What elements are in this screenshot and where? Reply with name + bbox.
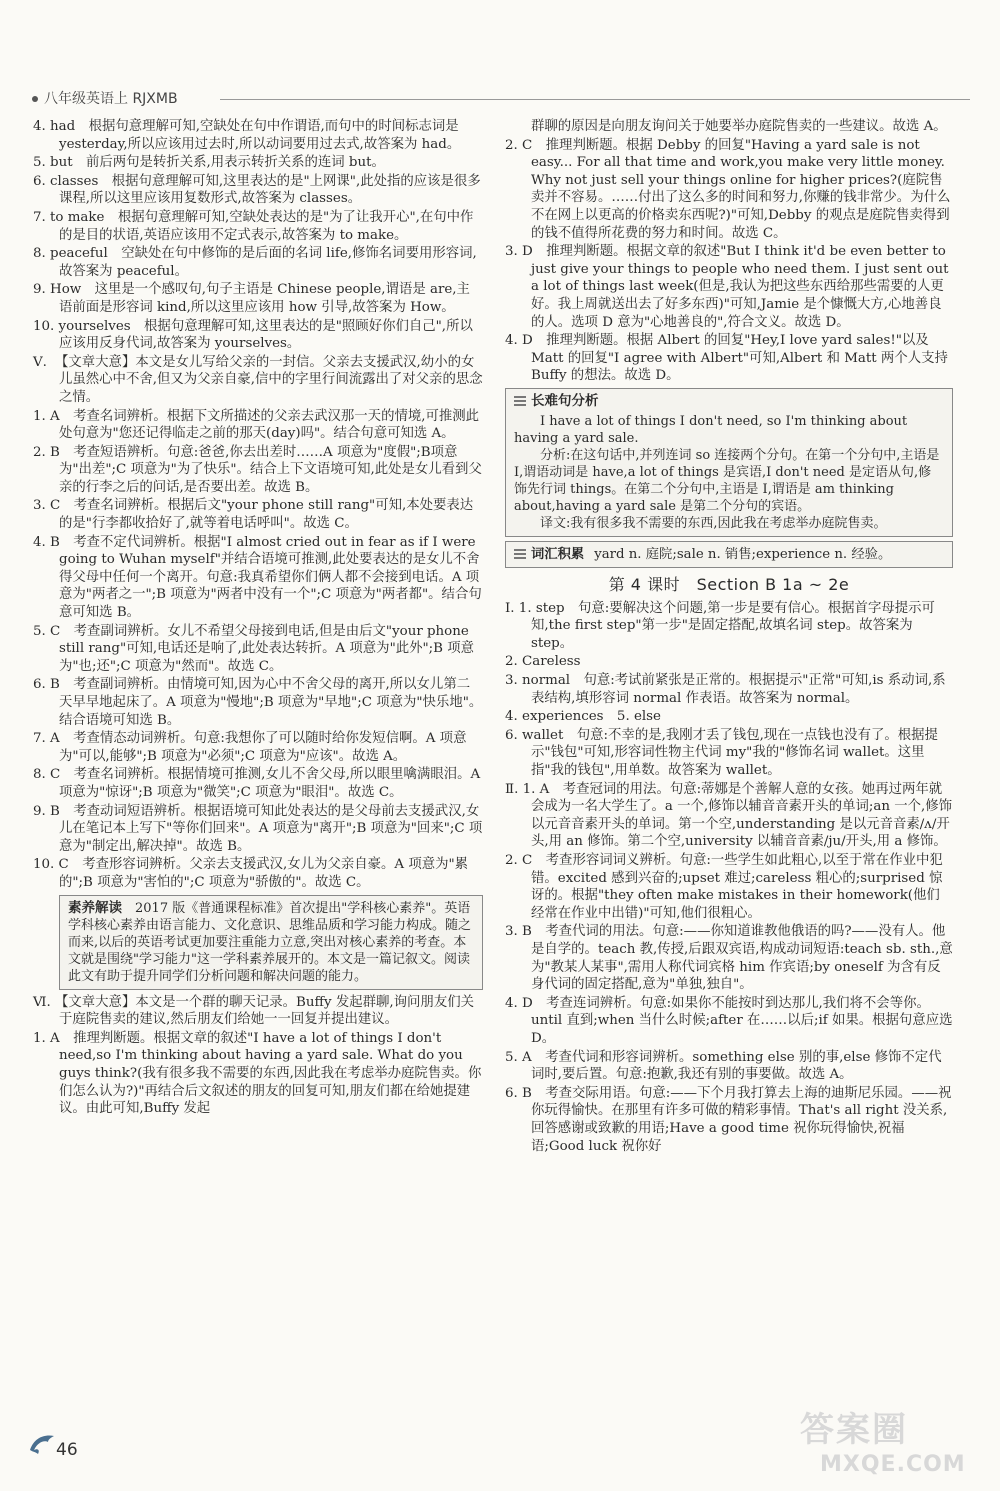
literacy-title: 素养解读 — [68, 899, 122, 916]
watermark-text: 答案圈 — [800, 1410, 908, 1450]
page-header — [30, 88, 970, 110]
answer-item: 2. Careless — [505, 654, 581, 670]
box-stripe-icon — [514, 395, 526, 406]
sentence-translation: 译文:我有很多我不需要的东西,因此我在考虑举办庭院售卖。 — [540, 515, 887, 531]
answer-item: 4. experiences 5. else — [505, 709, 661, 725]
answer-item: 1. A 推理判断题。根据文章的叙述"I have a lot of things I don't need,so I'm thinking about having a yard sale. What do you guys think?(我有很多我不需要的东西,因此我在考虑举办庭院售卖。你们怎么认为?)"再结合后文叙述的朋友的回复可知,朋友们都在给她提建议。由此可知,Buffy 发起 — [33, 1030, 482, 1117]
section-v-intro-text: 【文章大意】本文是女儿写给父亲的一封信。父亲去支援武汉,幼小的女儿虽然心中不舍,但又为父亲自豪,信中的字里行间流露出了对父亲的思念之情。 — [55, 354, 483, 405]
answer-item: 5. but 前后两句是转折关系,用表示转折关系的连词 but。 — [33, 155, 385, 171]
watermark-url: MXQE.COM — [820, 1452, 966, 1477]
left-answers-part-b — [33, 408, 483, 892]
left-answers-part-a — [33, 118, 483, 353]
answer-item: 4. had 根据句意理解可知,空缺处在句中作谓语,而句中的时间标志词是 yesterday,所以应该用过去时,所以动词要用过去式,故答案为 had。 — [33, 119, 463, 152]
answer-item: 2. C 推理判断题。根据 Debby 的回复"Having a yard sale is not easy... For all that time and work,you make very little money. Why not just sell your things online for higher prices?(庭院售卖并不容易。……付出了这么多的时间和努力,你赚的钱非常少。为什么不在网上以更高的价格卖东西呢?)"可知,Debby 的观点是庭院售卖得到的钱不值得所花费的努力和时间。故选 C。 — [505, 137, 951, 241]
answer-item: 3. B 考查代词的用法。句意:——你知道谁教他俄语的吗?——没有人。他是自学的。teach 教,传授,后跟双宾语,构成动词短语:teach sb. sth.,意为"教某人某事",需用人称代词宾格 him 作宾语;by oneself 为含有反身代词的固定搭配,意为"单独,独自"。 — [505, 924, 953, 993]
sentence-analysis: 分析:在这句话中,并列连词 so 连接两个分句。在第一个分句中,主语是 I,谓语动词是 have,a lot of things 是宾语,I don't need 是定语从句,修饰先行词 things。在第二个分句中,主语是 I,谓语是 am thinking about,having a yard sale 是第二个分句的宾语。 — [514, 447, 940, 514]
left-column — [33, 118, 483, 1119]
answer-item: 8. peaceful 空缺处在句中修饰的是后面的名词 life,修饰名词要用形容词,故答案为 peaceful。 — [33, 246, 477, 279]
roman-v-marker: Ⅴ. — [33, 354, 47, 370]
section-vi-intro-text: 【文章大意】本文是一个群的聊天记录。Buffy 发起群聊,询问朋友们关于庭院售卖的建议,然后朋友们给她一一回复并提出建议。 — [55, 994, 474, 1028]
section-v-intro — [33, 354, 483, 407]
literacy-body: 2017 版《普通课程标准》首次提出"学科核心素养"。英语学科核心素养由语言能力、文化意识、思维品质和学习能力构成。随之而来,以后的英语考试更加要注重能力立意,突出对核心素养的考查。本文就是围绕"学习能力"这一学科素养展开的。本文是一篇记叙文。阅读此文有助于提升同学们分析问题和解决问题的能力。 — [68, 900, 472, 984]
header-title: 八年级英语上 RJXMB — [44, 91, 178, 107]
answer-item: 9. How 这里是一个感叹句,句子主语是 Chinese people,谓语是 are,主语前面是形容词 kind,所以这里应该用 how 引导,故答案为 How。 — [33, 282, 470, 315]
answer-item: 3. normal 句意:考试前紧张是正常的。根据提示"正常"可知,is 系动词,系表结构,填形容词 normal 作表语。故答案为 normal。 — [505, 673, 946, 706]
right-column — [505, 118, 957, 1156]
answer-item: 3. D 推理判断题。根据文章的叙述"But I think it'd be even better to just give your things to people who need them. I just sent out a lot of things last week(但是,我认为把这些东西给那些需要的人更好。我上周就送出去了好多东西)"可知,Jamie 是个慷慨大方,心地善良的人。选项 D 意为"心地善良的",符合文义。故选 D。 — [505, 244, 953, 330]
answer-item: 2. C 考查形容词词义辨析。句意:一些学生如此粗心,以至于常在作业中犯错。excited 感到兴奋的;upset 难过;careless 粗心的;surprised 惊讶的。根据"they often make mistakes in their homework(他们经常在作业中出错)"可知,他们很粗心。 — [505, 853, 943, 921]
literacy-text — [68, 900, 474, 985]
section-vi-intro — [33, 994, 483, 1029]
answer-item: 7. A 考查情态动词辨析。句意:我想你了可以随时给你发短信啊。A 项意为"可以,能够";B 项意为"必须";C 项意为"应该"。故选 A。 — [33, 731, 467, 764]
sentence-text: I have a lot of things I don't need, so I'm thinking about having a yard sale. — [514, 413, 908, 446]
right-answers-part-b — [505, 600, 957, 1155]
vocab-title: 词汇积累 — [531, 546, 585, 562]
answer-item: Ⅰ. 1. step 句意:要解决这个问题,第一步是要有信心。根据首字母提示可知,the first step"第一步"是固定搭配,故填名词 step。故答案为 step。 — [505, 600, 935, 651]
answer-item: 3. C 考查名词辨析。根据后文"your phone still rang"可知,本处要表达的是"行李都收拾好了,就等着电话呼叫"。故选 C。 — [33, 498, 474, 532]
sentence-box-header — [514, 393, 944, 411]
answer-item: 10. C 考查形容词辨析。父亲去支援武汉,女儿为父亲自豪。A 项意为"累的";B 项意为"害怕的";C 项意为"骄傲的"。故选 C。 — [33, 857, 469, 890]
answer-item: 9. B 考查动词短语辨析。根据语境可知此处表达的是父母前去支援武汉,女儿在笔记本上写下"等你们回来"。A 项意为"离开";B 项意为"回来";C 项意为"制定出,解决掉"。故选 B。 — [33, 803, 483, 854]
answer-item: 6. wallet 句意:不幸的是,我刚才丢了钱包,现在一点钱也没有了。根据提示"钱包"可知,形容词性物主代词 my"我的"修饰名词 wallet。这里指"我的钱包",用单数。故答案为 wallet。 — [505, 727, 938, 779]
answer-item: Ⅱ. 1. A 考查冠词的用法。句意:蒂娜是个善解人意的女孩。她再过两年就会成为一名大学生了。a 一个,修饰以辅音音素开头的单词;an 一个,修饰以元音音素开头的单词。第一个空,understanding 是以元音音素/ʌ/开头,用 an 修饰。第二个空,university 以辅音音素/ju/开头,用 a 修饰。 — [505, 781, 953, 850]
sentence-analysis-box — [505, 388, 953, 537]
sentence-box-title: 长难句分析 — [531, 392, 599, 409]
header-rule — [220, 99, 970, 100]
vocab-text: yard n. 庭院;sale n. 销售;experience n. 经验。 — [594, 546, 892, 562]
header-bullet — [32, 96, 38, 102]
dolphin-icon — [28, 1430, 58, 1456]
watermark — [800, 1402, 975, 1482]
answer-item: 5. A 考查代词和形容词辨析。something else 别的事,else 修饰不定代词时,要后置。句意:抱歉,我还有别的事要做。故选 A。 — [505, 1049, 942, 1083]
answer-item: 10. yourselves 根据句意理解可知,这里表达的是"照顾好你们自己",所以应该用反身代词,故答案为 yourselves。 — [33, 318, 473, 352]
lesson-title: 第 4 课时 Section B 1a ~ 2e — [608, 575, 850, 595]
vocab-box — [505, 541, 953, 569]
answer-item: 1. A 考查名词辨析。根据下文所描述的父亲去武汉那一天的情境,可推测此处句意为"您还记得临走之前的那天(day)吗"。结合句意可知选 A。 — [33, 408, 480, 442]
right-answers-part-a — [505, 137, 953, 385]
answer-item: 7. to make 根据句意理解可知,空缺处表达的是"为了让我开心",在句中作的是目的状语,英语应该用不定式表示,故答案为 to make。 — [33, 209, 474, 243]
answer-item: 6. B 考查交际用语。句意:——下个月我打算去上海的迪斯尼乐园。——祝你玩得愉快。在那里有许多可做的精彩事情。That's all right 没关系,回答感谢或致歉的用语;Have a good time 祝你玩得愉快,祝福语;Good luck 祝你好 — [505, 1085, 952, 1154]
answer-item: 4. D 推理判断题。根据 Albert 的回复"Hey,I love yard sales!"以及 Matt 的回复"I agree with Albert"可知,Albert 和 Matt 两个人支持 Buffy 的想法。故选 D。 — [505, 333, 953, 384]
answer-item: 8. C 考查名词辨析。根据情境可推测,女儿不舍父母,所以眼里噙满眼泪。A 项意为"惊讶";B 项意为"微笑";C 项意为"眼泪"。故选 C。 — [33, 767, 485, 800]
left-answers-part-c — [33, 1030, 483, 1118]
answer-item: 6. B 考查副词辨析。由情境可知,因为心中不舍父母的离开,所以女儿第二天早早地起床了。A 项意为"慢地";B 项意为"早地";C 项意为"快乐地"。结合语境可知选 B。 — [33, 677, 483, 728]
roman-vi-marker: Ⅵ. — [33, 994, 51, 1010]
answer-item: 2. B 考查短语辨析。句意:爸爸,你去出差时……A 项意为"度假";B项意为"出差";C 项意为"为了快乐"。结合上下文语境可知,此处是女儿看到父亲的行李之后的问话,是否要出差。故选 B。 — [33, 444, 482, 495]
answer-item: 6. classes 根据句意理解可知,这里表达的是"上网课",此处指的应该是很多课程,所以这里应该用复数形式,故答案为 classes。 — [33, 173, 481, 207]
continuation-text: 群聊的原因是向朋友询问关于她要举办庭院售卖的一些建议。故选 A。 — [531, 119, 947, 134]
answer-item: 4. B 考查不定代词辨析。根据"I almost cried out in fear as if I were going to Wuhan myself"并结合语境可推测,此处要表达的是女儿不舍得父母中任何一个离开。句意:我真希望你们俩人都不会接到电话。A 项意为"两者之一";B 项意为"两者中没有一个";C 项意为"两者都"。结合句意可知选 B。 — [33, 534, 482, 621]
literacy-box — [59, 895, 483, 990]
answer-item: 5. C 考查副词辨析。女儿不希望父母接到电话,但是由后文"your phone still rang"可知,电话还是响了,此处表达转折。A 项意为"此外";B 项意为"也;还";C 项意为"然而"。故选 C。 — [33, 623, 475, 674]
page-number: 46 — [56, 1440, 78, 1460]
box-stripe-icon — [514, 548, 526, 559]
answer-item: 4. D 考查连词辨析。句意:如果你不能按时到达那儿,我们将不会等你。until 直到;when 当什么时候;after 在……以后;if 如果。根据句意应选 D。 — [505, 995, 957, 1046]
